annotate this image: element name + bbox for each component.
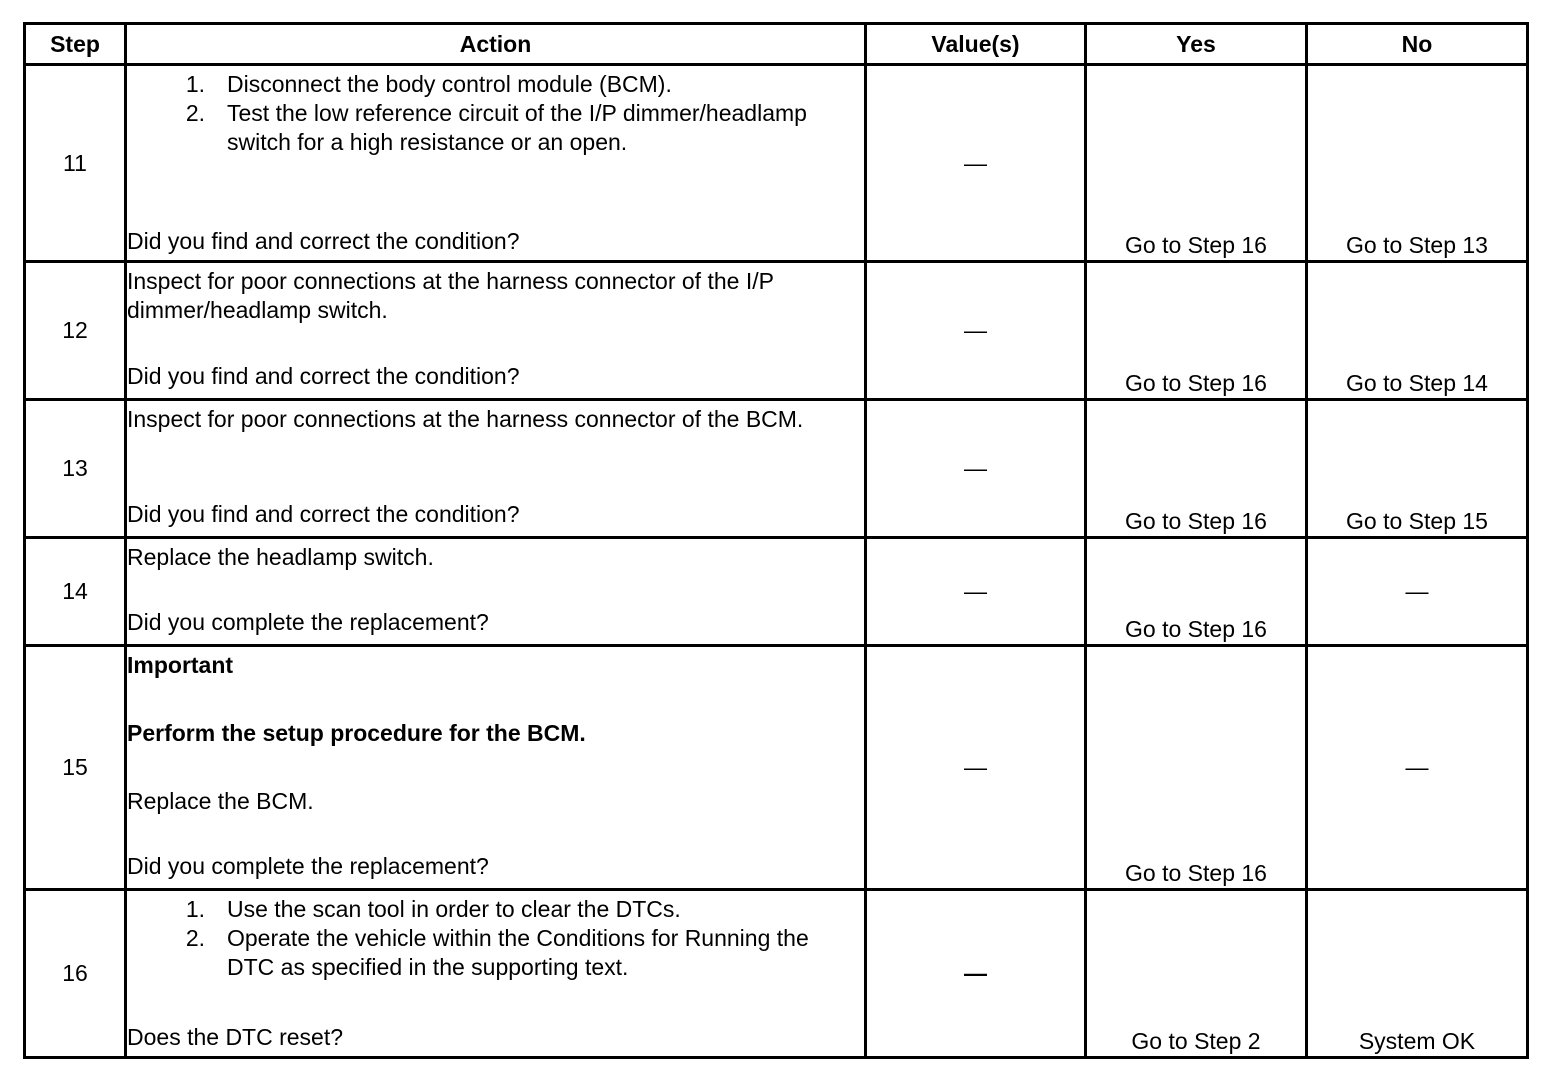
list-item: 1. Disconnect the body control module (BCM). bbox=[185, 71, 672, 97]
step-number: 13 bbox=[25, 400, 126, 538]
action-question: Did you find and correct the condition? bbox=[127, 228, 520, 254]
action-text: Inspect for poor connections at the harness connector of the BCM. bbox=[127, 406, 804, 432]
yes-cell: Go to Step 16 bbox=[1086, 400, 1307, 538]
no-cell: — bbox=[1307, 646, 1528, 890]
list-item: 2. Test the low reference circuit of the I/P dimmer/headlamp switch for a high resistance or an open. bbox=[185, 100, 807, 155]
action-question: Did you find and correct the condition? bbox=[127, 501, 520, 527]
action-cell bbox=[126, 646, 866, 890]
step-number: 15 bbox=[25, 646, 126, 890]
yes-cell: Go to Step 16 bbox=[1086, 65, 1307, 262]
table-row bbox=[25, 890, 1528, 1058]
action-cell bbox=[126, 262, 866, 400]
value-cell: — bbox=[866, 262, 1086, 400]
action-list bbox=[127, 70, 864, 157]
action-text: Inspect for poor connections at the harness connector of the I/P dimmer/headlamp switch. bbox=[127, 268, 774, 323]
value-cell: — bbox=[866, 890, 1086, 1058]
action-cell bbox=[126, 890, 866, 1058]
list-item: 2. Operate the vehicle within the Conditions for Running the DTC as specified in the supporting text. bbox=[185, 925, 809, 980]
no-cell: System OK bbox=[1307, 890, 1528, 1058]
table-row bbox=[25, 646, 1528, 890]
step-number: 16 bbox=[25, 890, 126, 1058]
action-question: Does the DTC reset? bbox=[127, 1024, 344, 1050]
table-row bbox=[25, 65, 1528, 262]
action-cell bbox=[126, 65, 866, 262]
table-row bbox=[25, 538, 1528, 646]
header-yes: Yes bbox=[1086, 24, 1307, 65]
action-question: Did you complete the replacement? bbox=[127, 609, 489, 635]
no-cell: Go to Step 13 bbox=[1307, 65, 1528, 262]
value-cell: — bbox=[866, 400, 1086, 538]
header-row bbox=[25, 24, 1528, 65]
step-number: 14 bbox=[25, 538, 126, 646]
action-question: Did you find and correct the condition? bbox=[127, 363, 520, 389]
yes-cell: Go to Step 16 bbox=[1086, 646, 1307, 890]
header-step: Step bbox=[25, 24, 126, 65]
action-question: Did you complete the replacement? bbox=[127, 853, 489, 879]
action-list bbox=[127, 895, 864, 982]
value-cell: — bbox=[866, 65, 1086, 262]
diagnostic-table bbox=[23, 22, 1529, 1059]
header-no: No bbox=[1307, 24, 1528, 65]
yes-cell: Go to Step 16 bbox=[1086, 262, 1307, 400]
important-text: Perform the setup procedure for the BCM. bbox=[127, 720, 586, 746]
step-number: 12 bbox=[25, 262, 126, 400]
action-cell bbox=[126, 538, 866, 646]
action-text: Replace the BCM. bbox=[127, 788, 314, 814]
table-row bbox=[25, 262, 1528, 400]
header-action: Action bbox=[126, 24, 866, 65]
no-cell: — bbox=[1307, 538, 1528, 646]
action-text: Replace the headlamp switch. bbox=[127, 544, 434, 570]
no-cell: Go to Step 15 bbox=[1307, 400, 1528, 538]
list-item: 1. Use the scan tool in order to clear the DTCs. bbox=[185, 896, 681, 922]
header-values: Value(s) bbox=[866, 24, 1086, 65]
no-cell: Go to Step 14 bbox=[1307, 262, 1528, 400]
yes-cell: Go to Step 2 bbox=[1086, 890, 1307, 1058]
important-heading: Important bbox=[127, 652, 234, 678]
table-row bbox=[25, 400, 1528, 538]
value-cell: — bbox=[866, 646, 1086, 890]
yes-cell: Go to Step 16 bbox=[1086, 538, 1307, 646]
action-cell bbox=[126, 400, 866, 538]
step-number: 11 bbox=[25, 65, 126, 262]
value-cell: — bbox=[866, 538, 1086, 646]
